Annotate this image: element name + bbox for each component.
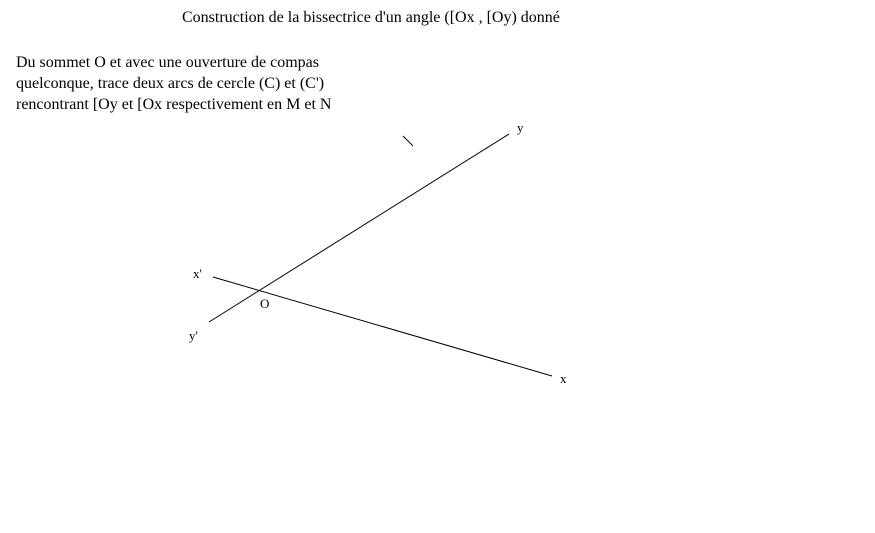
line-y-prime-y <box>209 134 509 322</box>
label-x: x <box>560 371 567 386</box>
instruction-line: quelconque, trace deux arcs de cercle (C) et (C') <box>16 75 325 92</box>
instruction-line: Du sommet O et avec une ouverture de compas <box>16 54 320 71</box>
label-vertex-o: O <box>260 296 270 311</box>
instruction-line: rencontrant [Oy et [Ox respectivement en M et N <box>16 96 332 113</box>
compass-arc-mark <box>403 136 413 146</box>
label-y: y <box>517 120 524 135</box>
label-y-prime: y' <box>189 328 198 343</box>
line-x-prime-x <box>213 277 552 376</box>
page-title: Construction de la bissectrice d'un angle ([Ox , [Oy) donné <box>182 9 560 26</box>
label-x-prime: x' <box>193 266 202 281</box>
